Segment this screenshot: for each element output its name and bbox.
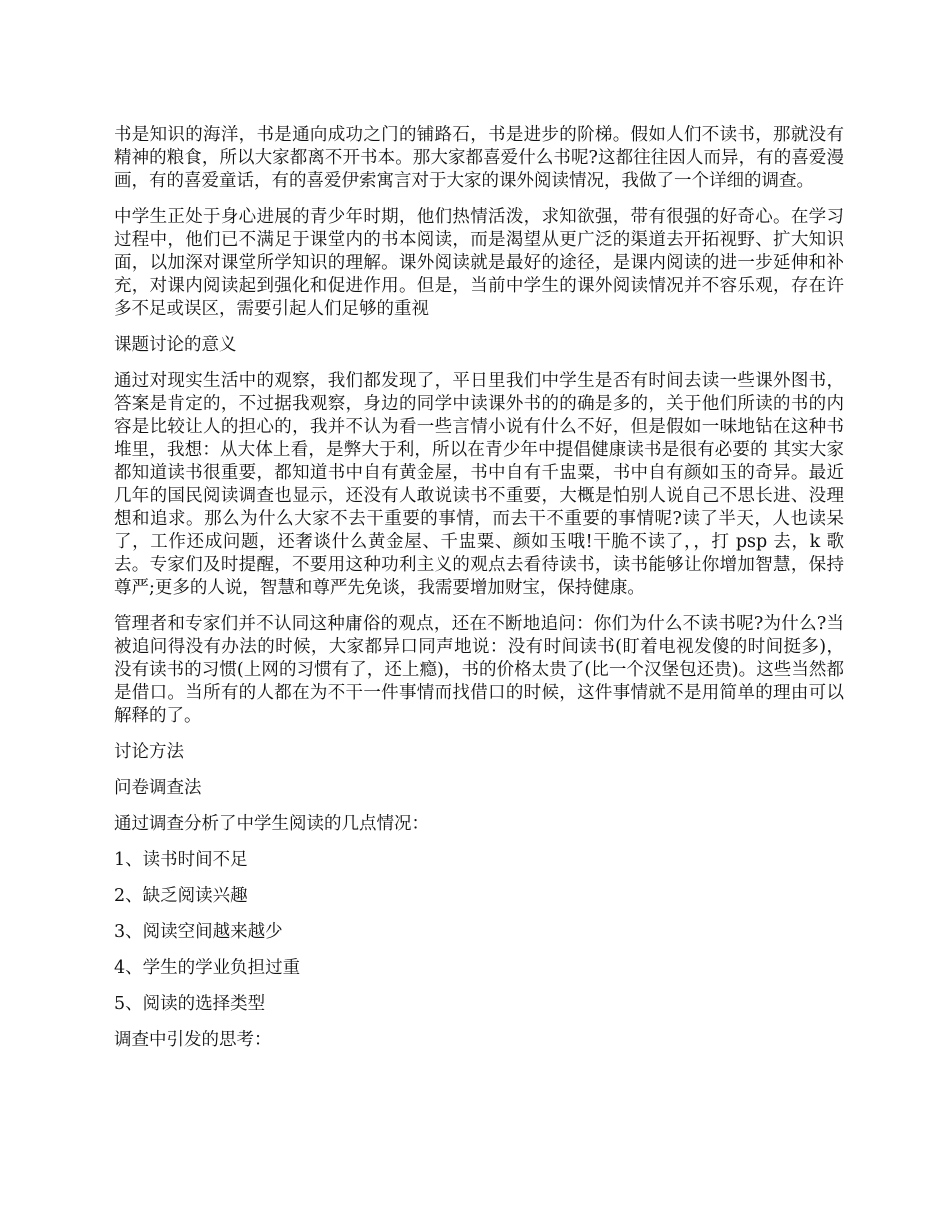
significance-paragraph: 通过对现实生活中的观察，我们都发现了，平日里我们中学生是否有时间去读一些课外图书，答案是肯定的，不过据我观察，身边的同学中读课外书的的确是多的，关于他们所读的书的内容是比较让人的担心的，我并不认为看一些言情小说有什么不好，但是假如一味地钻在这种书堆里，我想：从大体上看，是弊大于利，所以在青少年中提倡健康读书是很有必要的 其实大家都知道读书很重要，都知道书中自有黄金屋，书中自有千盅粟，书中自有颜如玉的奇异。最近几年的国民阅读调查也显示，还没有人敢说读书不重要，大概是怕别人说自己不思长进、没理想和追求。那么为什么大家不去干重要的事情，而去干不重要的事情呢?读了半天，人也读呆了，工作还成问题，还奢谈什么黄金屋、千盅粟、颜如玉哦!干脆不读了，，打 psp 去，k 歌去。专家们及时提醒，不要用这种功利主义的观点去看待读书，读书能够让你增加智慧，保持尊严;更多的人说，智慧和尊严先免谈，我需要增加财宝，保持健康。: [114, 371, 844, 598]
section-heading-significance: 课题讨论的意义: [114, 335, 237, 355]
finding-item-3: 3、阅读空间越来越少: [114, 922, 283, 942]
intro-paragraph: 书是知识的海洋，书是通向成功之门的铺路石，书是进步的阶梯。假如人们不读书，那就没有精神的粮食，所以大家都离不开书本。那大家都喜爱什么书呢?这都往往因人而异，有的喜爱漫画，有的喜爱童话，有的喜爱伊索寓言对于大家的课外阅读情况，我做了一个详细的调查。: [114, 125, 844, 191]
findings-intro: 通过调查分析了中学生阅读的几点情况：: [114, 814, 429, 834]
document-body: [114, 124, 844, 1065]
excuses-paragraph: 管理者和专家们并不认同这种庸俗的观点，还在不断地追问：你们为什么不读书呢?为什么?当被追问得没有办法的时候，大家都异口同声地说：没有时间读书(盯着电视发傻的时间挺多)，没有读书的习惯(上网的习惯有了，还上瘾)，书的价格太贵了(比一个汉堡包还贵)。这些当然都是借口。当所有的人都在为不干一件事情而找借口的时候，这件事情就不是用简单的理由可以解释的了。: [114, 614, 844, 726]
finding-item-1: 1、读书时间不足: [114, 850, 248, 870]
finding-item-4: 4、学生的学业负担过重: [114, 958, 301, 978]
section-heading-method: 讨论方法: [114, 742, 184, 762]
section-heading-reflection: 调查中引发的思考：: [114, 1030, 272, 1050]
finding-item-2: 2、缺乏阅读兴趣: [114, 886, 248, 906]
background-paragraph: 中学生正处于身心进展的青少年时期，他们热情活泼，求知欲强，带有很强的好奇心。在学习过程中，他们已不满足于课堂内的书本阅读，而是渴望从更广泛的渠道去开拓视野、扩大知识面，以加深对课堂所学知识的理解。课外阅读就是最好的途径，是课内阅读的进一步延伸和补充，对课内阅读起到强化和促进作用。但是，当前中学生的课外阅读情况并不容乐观，存在许多不足或误区，需要引起人们足够的重视: [114, 207, 844, 319]
finding-item-5: 5、阅读的选择类型: [114, 994, 266, 1014]
method-name: 问卷调查法: [114, 778, 202, 798]
